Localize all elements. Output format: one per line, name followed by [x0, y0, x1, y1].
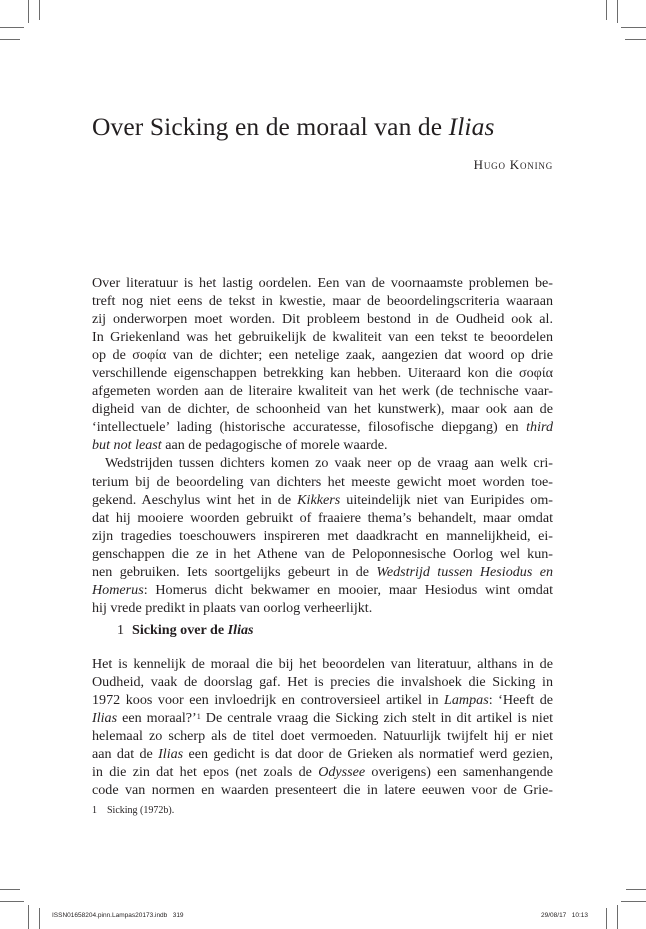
- text-line: genschappen die ze in het Athene van de Peloponnesische Oorlog wel kun-: [92, 545, 553, 562]
- text-line: [92, 581, 553, 599]
- text-line: dat hij mooiere woorden gebruikt of fraaiere thema’s behandelt, maar omdat: [92, 509, 553, 526]
- text-span: in die zin dat het epos (net zoals de: [92, 764, 319, 781]
- text-line: Het is kennelijk de moraal die bij het beoordelen van literatuur, althans in de: [92, 656, 553, 672]
- text-span: gekend. Aeschylus wint het in de: [92, 491, 298, 508]
- text-line: In Griekenland was het gebruikelijk de kwaliteit van een tekst te beoordelen: [92, 329, 553, 346]
- crop-mark: [0, 27, 24, 28]
- intro-paragraph-2: [92, 454, 553, 616]
- print-slug-datetime: 29/08/17 10:13: [541, 912, 588, 919]
- text-line: op de σοφία van de dichter; een netelige zaak, aangezien dat woord op drie: [92, 347, 553, 364]
- text-line: digheid van de dichter, de schoonheid van het kunstwerk), maar ook aan de: [92, 401, 553, 418]
- text-line: terium bij de beoordeling van dichters het meeste gewicht moet worden toe-: [92, 473, 553, 490]
- section-paragraph: [92, 655, 553, 799]
- text-span: een gedicht is dat door de Grieken als normatief werd gezien,: [183, 746, 553, 763]
- text-line: helemaal zo scherp als de titel doet vermoeden. Natuurlijk twijfelt hij er niet: [92, 728, 553, 745]
- text-line: [92, 563, 553, 581]
- intro-paragraph-1: [92, 274, 553, 454]
- text-line: [92, 691, 553, 709]
- text-span: : ‘Heeft de: [488, 692, 553, 709]
- crop-mark: [39, 908, 40, 929]
- section-heading-italic: Ilias: [227, 622, 254, 638]
- text-span: uiteindelijk niet van Euripides om-: [340, 491, 553, 508]
- footnote: [92, 805, 174, 816]
- crop-mark: [0, 39, 20, 40]
- text-line: [92, 709, 553, 727]
- print-slug-file: ISSN01658204.pinn.Lampas20173.indb 319: [52, 912, 184, 919]
- text-span: ‘intellectuele’ lading (historische accuratesse, filosofische diepgang) en: [92, 419, 527, 436]
- crop-mark: [0, 901, 24, 902]
- article-title-text: Over Sicking en de moraal van de: [92, 112, 449, 141]
- text-span: een moraal?’: [117, 710, 197, 727]
- text-line: code van normen en waarden presenteert die in latere eeuwen voor de Grie-: [92, 782, 553, 799]
- section-heading: [117, 622, 254, 639]
- crop-mark: [626, 889, 646, 890]
- text-line: Wedstrijden tussen dichters komen zo vaak neer op de vraag aan welk cri-: [105, 455, 553, 472]
- work-title-wedstrijd: Wedstrijd tussen Hesiodus en: [376, 563, 553, 580]
- work-title-ilias: Ilias: [158, 746, 184, 763]
- text-line: [92, 491, 553, 509]
- crop-mark: [28, 905, 29, 929]
- text-span: nen gebruiken. Iets soortgelijks gebeurt in de: [92, 563, 377, 580]
- crop-mark: [606, 0, 607, 20]
- crop-mark: [621, 27, 646, 28]
- journal-title: Lampas: [444, 692, 489, 709]
- article-title: [92, 112, 494, 142]
- text-line: treft nog niet eens de tekst in kwestie, maar de beoordelingscriteria waaraan: [92, 293, 553, 310]
- text-line: Oudheid, vaak de doorslag gaf. Het is precies die invalshoek die Sicking in: [92, 674, 553, 691]
- text-line: zijn tragedies toeschouwers inspireren met daadkracht en mannelijkheid, ei-: [92, 527, 553, 544]
- crop-mark: [606, 908, 607, 929]
- text-line: verschillende eigenschappen betrekking kan hebben. Uiteraard kon die σοφία: [92, 365, 553, 382]
- text-span: overigens) een samenhangende: [365, 764, 553, 781]
- text-span: aan dat de: [92, 746, 159, 763]
- article-title-italic: Ilias: [448, 112, 495, 141]
- work-title-kikkers: Kikkers: [297, 491, 341, 508]
- text-line: [92, 745, 553, 763]
- work-title-homerus: Homerus: [92, 581, 144, 598]
- text-line: [92, 418, 553, 436]
- footnote-text: Sicking (1972b).: [107, 805, 175, 816]
- text-line: zij onderworpen moet worden. Dit probleem bestond in de Oudheid ook al.: [92, 311, 553, 328]
- text-line: [92, 436, 553, 454]
- text-line: hij vrede predikt in plaats van oorlog verheerlijkt.: [92, 599, 373, 616]
- text-span: 1972 koos voor een invloedrijk en controversieel artikel in: [92, 692, 445, 709]
- footnote-number: 1: [92, 805, 97, 816]
- text-line: afgemeten worden aan de literaire kwaliteit van het werk (de technische vaar-: [92, 383, 553, 400]
- crop-mark: [617, 905, 618, 929]
- crop-mark: [625, 39, 646, 40]
- section-heading-text: Sicking over de: [132, 622, 228, 638]
- crop-mark: [617, 0, 618, 23]
- text-span: : Homerus dicht bekwamer en mooier, maar Hesiodus wint omdat: [143, 581, 553, 598]
- text-span: aan de pedagogische of morele waarde.: [161, 437, 388, 454]
- text-span: De centrale vraag die Sicking zich stelt in dit artikel is niet: [200, 710, 553, 727]
- italic-phrase: third: [526, 419, 553, 436]
- text-line: Over literatuur is het lastig oordelen. Een van de voornaamste problemen be-: [92, 275, 553, 291]
- section-number: 1: [117, 622, 125, 638]
- work-title-ilias: Ilias: [92, 710, 118, 727]
- work-title-odyssee: Odyssee: [318, 764, 366, 781]
- footnote-reference[interactable]: 1: [196, 712, 201, 722]
- text-line: [92, 763, 553, 781]
- crop-mark: [39, 0, 40, 20]
- intro-body: [92, 274, 553, 617]
- crop-mark: [0, 889, 20, 890]
- italic-phrase: but not least: [92, 437, 162, 454]
- article-author: Hugo Koning: [473, 157, 553, 172]
- crop-mark: [28, 0, 29, 23]
- section-body: [92, 655, 553, 799]
- crop-mark: [621, 901, 646, 902]
